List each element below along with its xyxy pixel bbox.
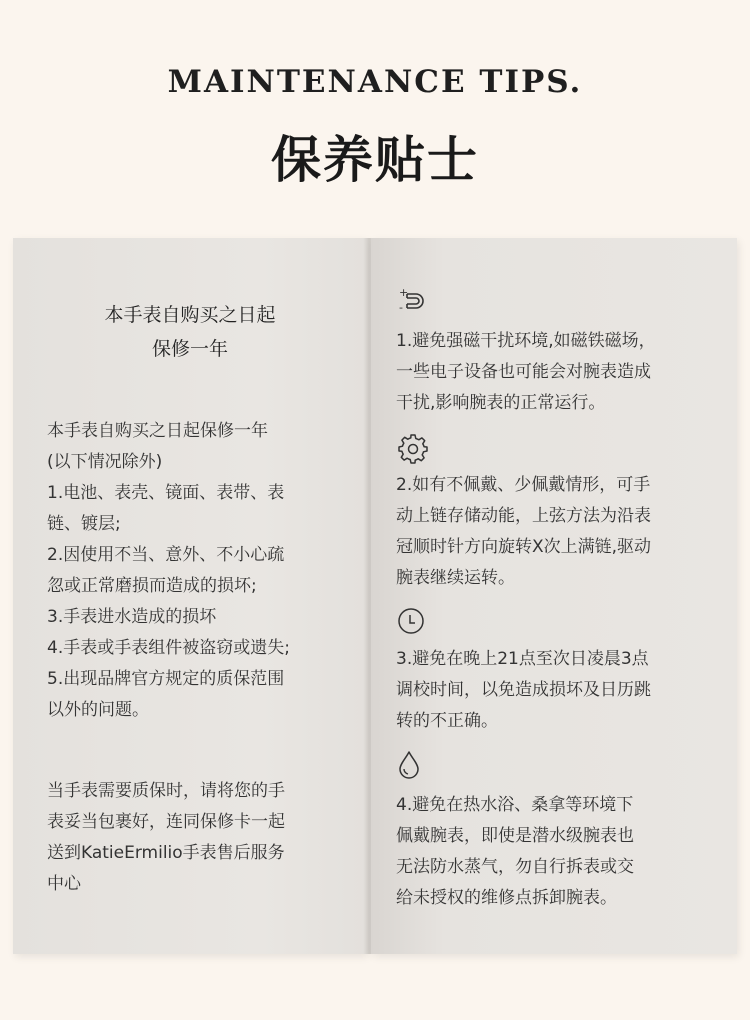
- warranty-line: 1.电池、表壳、镜面、表带、表: [47, 483, 285, 503]
- tip-magnetic: [396, 326, 716, 419]
- title-english: MAINTENANCE TIPS.: [167, 64, 583, 100]
- warranty-line: 3.手表进水造成的损坏: [47, 607, 217, 627]
- warranty-line: 链、镀层;: [47, 514, 121, 534]
- tip-time-setting: [396, 644, 716, 737]
- tip-line: 3.避免在晚上21点至次日凌晨3点: [396, 649, 649, 669]
- tip-line: 4.避免在热水浴、桑拿等环境下: [396, 795, 634, 815]
- magnet-plus-label: +: [399, 286, 409, 299]
- booklet-left-page: [13, 238, 367, 954]
- warranty-line: 忽或正常磨损而造成的损坏;: [47, 576, 257, 596]
- tip-line: 1.避免强磁干扰环境,如磁铁磁场，: [396, 331, 656, 351]
- tip-line: 2.如有不佩戴、少佩戴情形，可手: [396, 475, 651, 495]
- tip-line: 冠顺时针方向旋转X次上满链,驱动: [396, 537, 652, 557]
- warranty-title-line-1: 本手表自购买之日起: [104, 304, 276, 326]
- warranty-line: 2.因使用不当、意外、不小心疏: [47, 545, 285, 565]
- warranty-line: 5.出现品牌官方规定的质保范围: [47, 669, 285, 689]
- tip-line: 佩戴腕表，即使是潜水级腕表也: [396, 826, 634, 846]
- gear-icon: [396, 432, 430, 466]
- warranty-title-line-2: 保修一年: [151, 338, 228, 360]
- tip-line: 动上链存储动能，上弦方法为沿表: [396, 506, 651, 526]
- warranty-line: 4.手表或手表组件被盗窃或遗失;: [47, 638, 290, 658]
- service-line: 送到KatieErmilio手表售后服务: [47, 843, 285, 863]
- tip-line: 无法防水蒸气，勿自行拆表或交: [396, 857, 634, 877]
- warranty-exclusions: [47, 416, 347, 726]
- warranty-line: 以外的问题。: [47, 700, 149, 720]
- service-line: 中心: [47, 874, 81, 894]
- warranty-line: 本手表自购买之日起保修一年: [47, 421, 268, 441]
- warranty-line: (以下情况除外): [47, 452, 163, 472]
- service-line: 当手表需要质保时，请将您的手: [47, 781, 285, 801]
- tip-water-steam: [396, 790, 716, 914]
- tip-line: 给未授权的维修点拆卸腕表。: [396, 888, 617, 908]
- warranty-service-instructions: [47, 776, 347, 900]
- tip-line: 调校时间，以免造成损坏及日历跳: [396, 680, 651, 700]
- tip-line: 腕表继续运转。: [396, 568, 515, 588]
- tip-line: 一些电子设备也可能会对腕表造成: [396, 362, 651, 382]
- tip-line: 干扰,影响腕表的正常运行。: [396, 393, 606, 413]
- tip-winding: [396, 470, 716, 594]
- clock-icon: [396, 604, 430, 638]
- magnet-minus-label: -: [399, 301, 403, 314]
- magnet-icon: [396, 284, 430, 318]
- tip-line: 转的不正确。: [396, 711, 498, 731]
- service-line: 表妥当包裹好，连同保修卡一起: [47, 812, 285, 832]
- title-chinese: 保养贴士: [271, 131, 479, 189]
- water-drop-icon: [396, 748, 430, 782]
